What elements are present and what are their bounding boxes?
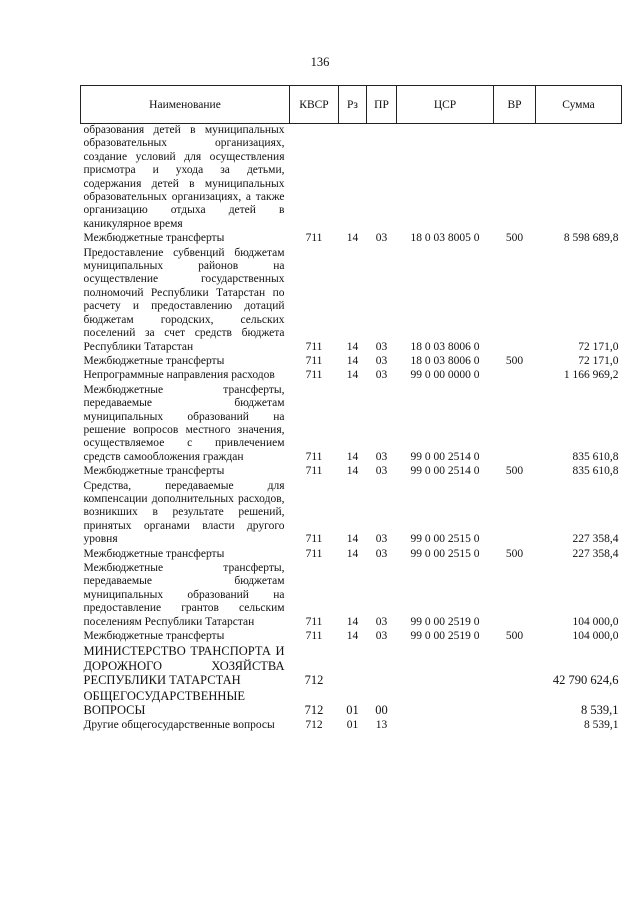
- cell-pr: 03: [375, 533, 388, 546]
- cell-sum: 835 610,8: [572, 465, 619, 478]
- cell-kvsr: 711: [305, 533, 323, 546]
- cell-vr: [494, 479, 536, 547]
- cell-kvsr: 711: [305, 615, 323, 628]
- cell-vr: [494, 688, 536, 718]
- cell-kvsr: 711: [305, 630, 323, 643]
- cell-csr: 99 0 00 2515 0: [410, 547, 480, 560]
- header-kvsr: КВСР: [290, 86, 339, 124]
- cell-name: Предоставление субвенций бюджетам муниципальных районов на осуществление государственных полномочий Республики Татарстан по расчету и предоставлению дотаций бюджетам городских, сельских поселений за счет средств бюджета Республики Татарстан: [83, 246, 285, 353]
- table-body: [81, 124, 622, 733]
- table-row: [81, 547, 622, 561]
- cell-sum: 104 000,0: [572, 630, 619, 643]
- cell-vr: [494, 383, 536, 464]
- cell-vr: 500: [505, 232, 524, 245]
- cell-vr: 500: [505, 630, 524, 643]
- cell-sum: 72 171,0: [578, 354, 619, 367]
- cell-sum: 227 358,4: [572, 547, 619, 560]
- table-row: [81, 383, 622, 464]
- cell-sum: 42 790 624,6: [552, 673, 619, 688]
- cell-name: Межбюджетные трансферты: [83, 232, 225, 245]
- cell-vr: [494, 561, 536, 629]
- cell-kvsr: 711: [305, 232, 323, 245]
- header-rz: Рз: [339, 86, 367, 124]
- cell-pr: 03: [375, 615, 388, 628]
- cell-csr: 18 0 03 8006 0: [410, 354, 480, 367]
- cell-csr: 99 0 00 2519 0: [410, 615, 480, 628]
- cell-kvsr: [290, 124, 339, 232]
- cell-pr: 03: [375, 630, 388, 643]
- cell-sum: 227 358,4: [572, 533, 619, 546]
- cell-pr: 03: [375, 547, 388, 560]
- cell-rz: 01: [346, 703, 359, 718]
- cell-vr: 500: [505, 465, 524, 478]
- table-row: [81, 124, 622, 232]
- table-row: [81, 464, 622, 478]
- cell-rz: 14: [346, 450, 359, 463]
- cell-csr: 99 0 00 2515 0: [410, 533, 480, 546]
- cell-pr: 03: [375, 369, 388, 382]
- cell-sum: 8 598 689,8: [563, 232, 619, 245]
- header-pr: ПР: [367, 86, 397, 124]
- page-number: 136: [310, 55, 330, 69]
- cell-kvsr: 711: [305, 465, 323, 478]
- header-sum: Сумма: [536, 86, 622, 124]
- cell-rz: [339, 643, 367, 688]
- table-row: [81, 561, 622, 629]
- cell-rz: 14: [346, 547, 359, 560]
- table-row: [81, 643, 622, 688]
- table-row: [81, 231, 622, 245]
- budget-table: [80, 85, 622, 732]
- cell-name: образования детей в муниципальных образовательных организациях, создание условий для осуществления присмотра и ухода за детьми, содержания детей в муниципальных образовательных организациях, а также организацию отдыха детей в каникулярное время: [83, 124, 285, 230]
- table-row: [81, 688, 622, 718]
- cell-pr: 03: [375, 340, 388, 353]
- cell-vr: [494, 718, 536, 732]
- cell-name: Межбюджетные трансферты, передаваемые бюджетам муниципальных образований на предоставление грантов сельским поселениям Республики Татарстан: [83, 562, 285, 628]
- cell-csr: [397, 688, 494, 718]
- cell-kvsr: 711: [305, 450, 323, 463]
- cell-name: Средства, передаваемые для компенсации дополнительных расходов, возникших в результате решений, принятых органами власти другого уровня: [83, 479, 285, 546]
- cell-rz: 14: [346, 630, 359, 643]
- cell-vr: 500: [505, 547, 524, 560]
- cell-rz: 14: [346, 232, 359, 245]
- cell-csr: [397, 643, 494, 688]
- cell-csr: 99 0 00 2514 0: [410, 465, 480, 478]
- table-row: [81, 629, 622, 643]
- header-csr: ЦСР: [397, 86, 494, 124]
- cell-rz: 14: [346, 340, 359, 353]
- table-row: [81, 368, 622, 382]
- cell-sum: 8 539,1: [584, 718, 619, 731]
- table-row: [81, 246, 622, 354]
- cell-csr: 99 0 00 0000 0: [410, 369, 480, 382]
- cell-vr: [494, 368, 536, 382]
- cell-name: Межбюджетные трансферты: [83, 354, 225, 367]
- cell-csr: 18 0 03 8005 0: [410, 232, 480, 245]
- cell-name: Другие общегосударственные вопросы: [83, 718, 275, 731]
- table-row: [81, 479, 622, 547]
- cell-rz: 01: [346, 718, 359, 731]
- cell-kvsr: 712: [304, 673, 324, 688]
- cell-csr: 99 0 00 2514 0: [410, 450, 480, 463]
- cell-name: ОБЩЕГОСУДАРСТВЕННЫЕ ВОПРОСЫ: [83, 688, 245, 718]
- cell-sum: 835 610,8: [572, 450, 619, 463]
- cell-name: Непрограммные направления расходов: [83, 369, 275, 382]
- cell-kvsr: 711: [305, 547, 323, 560]
- cell-kvsr: 711: [305, 354, 323, 367]
- cell-csr: 99 0 00 2519 0: [410, 630, 480, 643]
- cell-name: Межбюджетные трансферты: [83, 630, 225, 643]
- cell-pr: 00: [375, 703, 388, 718]
- cell-name: Межбюджетные трансферты, передаваемые бюджетам муниципальных образований на решение вопросов местного значения, осуществляемое с привлечением средств самообложения граждан: [83, 383, 285, 463]
- cell-rz: 14: [346, 354, 359, 367]
- cell-pr: 13: [375, 718, 388, 731]
- cell-kvsr: 712: [304, 703, 324, 718]
- cell-pr: 03: [375, 450, 388, 463]
- cell-sum: 104 000,0: [572, 615, 619, 628]
- cell-rz: 14: [346, 369, 359, 382]
- cell-sum: 72 171,0: [578, 340, 619, 353]
- cell-kvsr: 712: [305, 718, 323, 731]
- cell-csr: [397, 718, 494, 732]
- header-name: Наименование: [81, 86, 290, 124]
- cell-vr: [494, 124, 536, 232]
- cell-vr: [494, 246, 536, 354]
- cell-name: МИНИСТЕРСТВО ТРАНСПОРТА И ДОРОЖНОГО ХОЗЯЙСТВА РЕСПУБЛИКИ ТАТАРСТАН: [83, 644, 285, 688]
- cell-sum: 1 166 969,2: [563, 369, 619, 382]
- cell-pr: [367, 124, 397, 232]
- header-vr: ВР: [494, 86, 536, 124]
- cell-pr: [367, 643, 397, 688]
- cell-name: Межбюджетные трансферты: [83, 547, 225, 560]
- cell-rz: 14: [346, 533, 359, 546]
- cell-kvsr: 711: [305, 369, 323, 382]
- cell-sum: 8 539,1: [581, 703, 619, 718]
- cell-pr: 03: [375, 465, 388, 478]
- cell-kvsr: 711: [305, 340, 323, 353]
- table-row: [81, 718, 622, 732]
- cell-vr: [494, 643, 536, 688]
- cell-sum: [536, 124, 622, 232]
- cell-vr: 500: [505, 354, 524, 367]
- cell-csr: 18 0 03 8006 0: [410, 340, 480, 353]
- table-row: [81, 354, 622, 368]
- cell-pr: 03: [375, 232, 388, 245]
- cell-name: Межбюджетные трансферты: [83, 465, 225, 478]
- table-header: [81, 86, 622, 124]
- cell-pr: 03: [375, 354, 388, 367]
- cell-rz: [339, 124, 367, 232]
- cell-csr: [397, 124, 494, 232]
- cell-rz: 14: [346, 465, 359, 478]
- cell-rz: 14: [346, 615, 359, 628]
